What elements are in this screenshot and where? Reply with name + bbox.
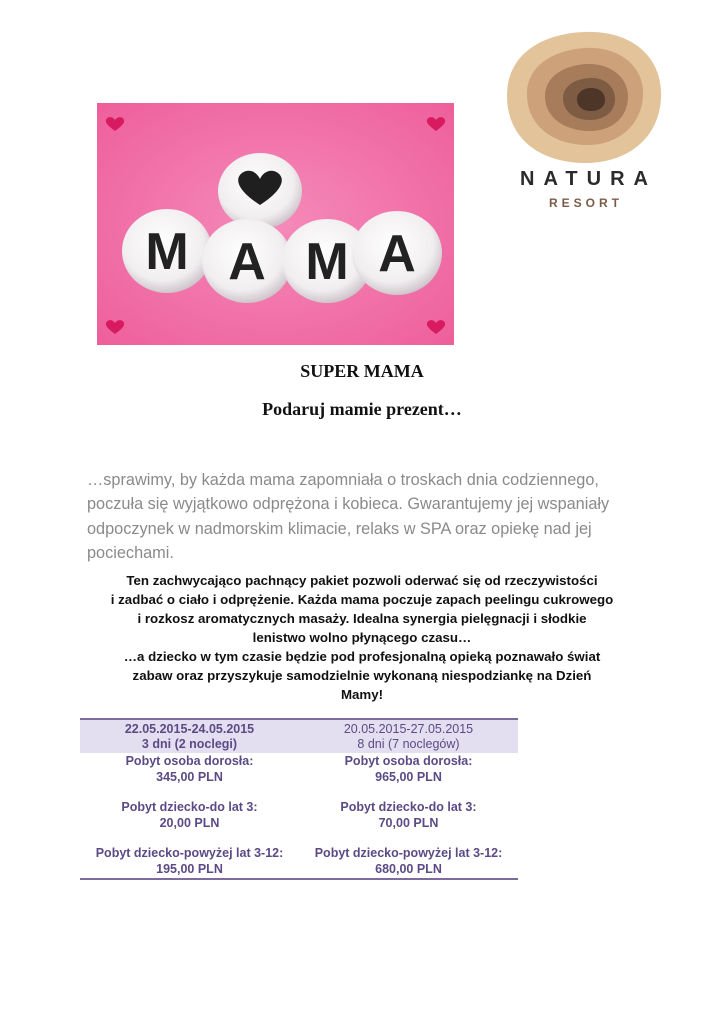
table-spacer: [80, 831, 518, 845]
description-line: …a dziecko w tym czasie będzie pod profesjonalną opieką poznawało świat: [123, 649, 601, 664]
hero-image: [97, 103, 454, 345]
natura-logo-icon: [505, 30, 663, 165]
package-header: [299, 719, 518, 753]
svg-text:M: M: [145, 223, 189, 281]
description-line: i rozkosz aromatycznych masaży. Idealna synergia pielęgnacji i słodkie: [137, 611, 587, 626]
description-line: Mamy!: [340, 687, 384, 702]
table-cell: [299, 845, 518, 879]
page-subtitle: Podaruj mamie prezent…: [262, 399, 462, 419]
brand-tagline: RESORT: [548, 196, 623, 210]
table-cell: [80, 845, 299, 879]
svg-text:M: M: [305, 233, 349, 291]
svg-text:A: A: [228, 233, 266, 291]
adult-label: Pobyt osoba dorosła:: [125, 754, 254, 768]
price-table: [80, 718, 518, 880]
child-young-label: Pobyt dziecko-do lat 3:: [121, 800, 258, 814]
table-cell: [80, 799, 299, 831]
table-spacer: [80, 785, 518, 799]
package-header: [80, 719, 299, 753]
adult-price: 965,00 PLN: [375, 770, 442, 784]
table-header-row: [80, 719, 518, 753]
offer-description: [60, 571, 664, 704]
svg-text:A: A: [378, 225, 416, 283]
description-line: i zadbać o ciało i odprężenie. Każda mama poczuje zapach peelingu cukrowego: [110, 592, 614, 607]
child-young-price: 70,00 PLN: [378, 816, 439, 830]
package-duration: 3 dni (2 noclegi): [141, 737, 238, 751]
table-cell: [80, 753, 299, 785]
package-duration: 8 dni (7 noclegów): [357, 737, 460, 751]
child-young-label: Pobyt dziecko-do lat 3:: [340, 800, 477, 814]
table-row: [80, 753, 518, 785]
package-dates: 20.05.2015-27.05.2015: [343, 722, 474, 736]
package-dates: 22.05.2015-24.05.2015: [124, 722, 255, 736]
table-row: [80, 799, 518, 831]
intro-paragraph: …sprawimy, by każda mama zapomniała o troskach dnia codziennego, poczuła się wyjątkowo odprężona i kobieca. Gwarantujemy jej wspaniały odpoczynek w nadmorskim klimacie, relaks w SPA oraz opiekę nad jej pociechami.: [87, 471, 610, 562]
child-older-price: 680,00 PLN: [375, 862, 442, 876]
adult-label: Pobyt osoba dorosła:: [344, 754, 473, 768]
table-row: [80, 845, 518, 879]
adult-price: 345,00 PLN: [156, 770, 223, 784]
description-line: zabaw oraz przyszykuje samodzielnie wykonaną niespodziankę na Dzień: [132, 668, 592, 683]
child-older-label: Pobyt dziecko-powyżej lat 3-12:: [95, 846, 284, 860]
child-young-price: 20,00 PLN: [159, 816, 220, 830]
table-cell: [299, 799, 518, 831]
description-line: Ten zachwycająco pachnący pakiet pozwoli oderwać się od rzeczywistości: [126, 573, 598, 588]
page-title: SUPER MAMA: [300, 361, 424, 381]
child-older-label: Pobyt dziecko-powyżej lat 3-12:: [314, 846, 503, 860]
brand-name: NATURA: [520, 168, 657, 190]
child-older-price: 195,00 PLN: [156, 862, 223, 876]
description-line: lenistwo wolno płynącego czasu…: [252, 630, 472, 645]
table-cell: [299, 753, 518, 785]
